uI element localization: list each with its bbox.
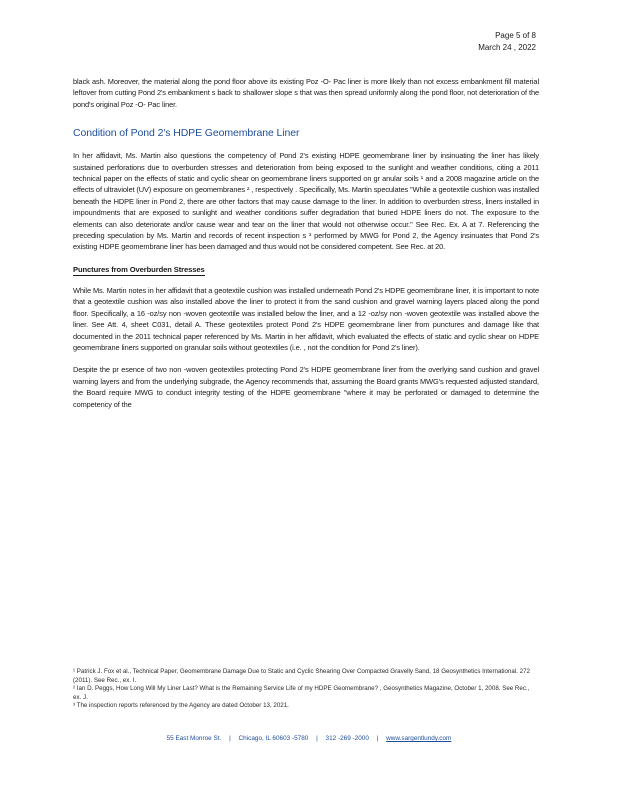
page-footer (0, 735, 618, 742)
footer-phone: 312 -269 -2000 (325, 735, 369, 742)
page-number: Page 5 of 8 (495, 31, 536, 40)
footer-city: Chicago, IL 60603 -5780 (238, 735, 309, 742)
intro-paragraph: black ash. Moreover, the material along the pond floor above its existing Poz -O- Pac liner is more likely than not excess embankment fill material leftover from cutting Pond 2's embankment s back to shallower slope s that was then spread uniformly along the pond floor, not deterioration of the pond's original Poz -O- Pac liner. (73, 77, 539, 109)
section-paragraph: In her affidavit, Ms. Martin also questions the competency of Pond 2's existing HDPE geomembrane liner by insinuating the liner has likely sustained perforations due to overburden stresses and deterioration from being exposed to the sunlight and weather conditions, citing a 2011 technical paper on the effects of static and cyclic shear on geomembrane liners supported on gr anular soils ¹ and a 2008 magazine article on the effects of ultraviolet (UV) exposure on geomembranes ² , respectively . Specifically, Ms. Martin speculates "While a geotextile cushion was installed beneath the HDPE liner in Pond 2, there are other factors that may cause damage to the liner. In addition to overburden stress, liners installed in impoundments that are exposed to sunlight and weather conditions suffer degradation that buried HDPE liners do not. The exposure to the elements can also deteriorate and/or cause wear and tear on the liner that would not otherwise occur." See Rec. Ex. A at 7. Referencing the preceding speculation by Ms. Martin and records of recent inspection s ³ performed by MWG for Pond 2, the Agency insinuates that Pond 2's existing HDPE geomembrane liner has been damaged and thus would not be considered competent. See Rec. at 20. (73, 151, 539, 252)
footer-website-link[interactable]: www.sargentlundy.com (386, 735, 452, 742)
section-heading: Condition of Pond 2's HDPE Geomembrane Liner (73, 127, 300, 140)
footer-separator: | (376, 735, 379, 742)
subsection-paragraph-1: While Ms. Martin notes in her affidavit that a geotextile cushion was installed underneath Pond 2's HDPE geomembrane liner, it is important to note that a geotextile cushion was also installed above the liner to protect it from the sand cushion and gravel warning layers placed along the pond floor. Specifically, a 16 -oz/sy non -woven geotextile was installed below the liner, and a 12 -oz/sy non -woven geotextile was installed above the liner. See Att. 4, sheet C031, detail A. These geotextiles protect Pond 2's HDPE geomembrane liner from punctures and damage like that documented in the 2011 technical paper referenced by Ms. Martin in her affidavit, which evaluated the effects of static and cyclic shear on HDPE geomembrane liners supported on granular soils without geotextiles (i.e. , not the condition for Pond 2's liner). (73, 285, 539, 352)
footer-separator: | (229, 735, 231, 742)
subsection-heading (73, 264, 539, 275)
footnote-1: ¹ Patrick J. Fox et al., Technical Paper, Geomembrane Damage Due to Static and Cyclic Shearing Over Compacted Gravelly Sand, 18 Geosynthetics International. 272 (2011). See Rec., ex. I. (73, 668, 530, 684)
document-date: March 24 , 2022 (478, 43, 536, 52)
footnotes (73, 668, 539, 711)
document-body (73, 76, 539, 421)
footnote-2: ² Ian D. Peggs, How Long Will My Liner Last? What is the Remaining Service Life of my HDPE Geomembrane? , Geosynthetics Magazine, October 1, 2008. See Rec., ex. J. (73, 685, 530, 701)
subsection-heading-text: Punctures from Overburden Stresses (73, 264, 205, 274)
footer-address: 55 East Monroe St. (166, 735, 222, 742)
page-header (478, 30, 536, 54)
footer-separator: | (316, 735, 318, 742)
footnote-3: ³ The inspection reports referenced by the Agency are dated October 13, 2021. (73, 702, 289, 710)
subsection-paragraph-2: Despite the pr esence of two non -woven geotextiles protecting Pond 2's HDPE geomembrane liner from the overlying sand cushion and gravel warning layers and from the underlying subgrade, the Agency recommends that, assuming the Board grants MWG's requested adjusted standard, the Board require MWG to conduct integrity testing of the HDPE geomembrane "where it may be perforated or damaged to determine the competency of the (73, 365, 539, 409)
